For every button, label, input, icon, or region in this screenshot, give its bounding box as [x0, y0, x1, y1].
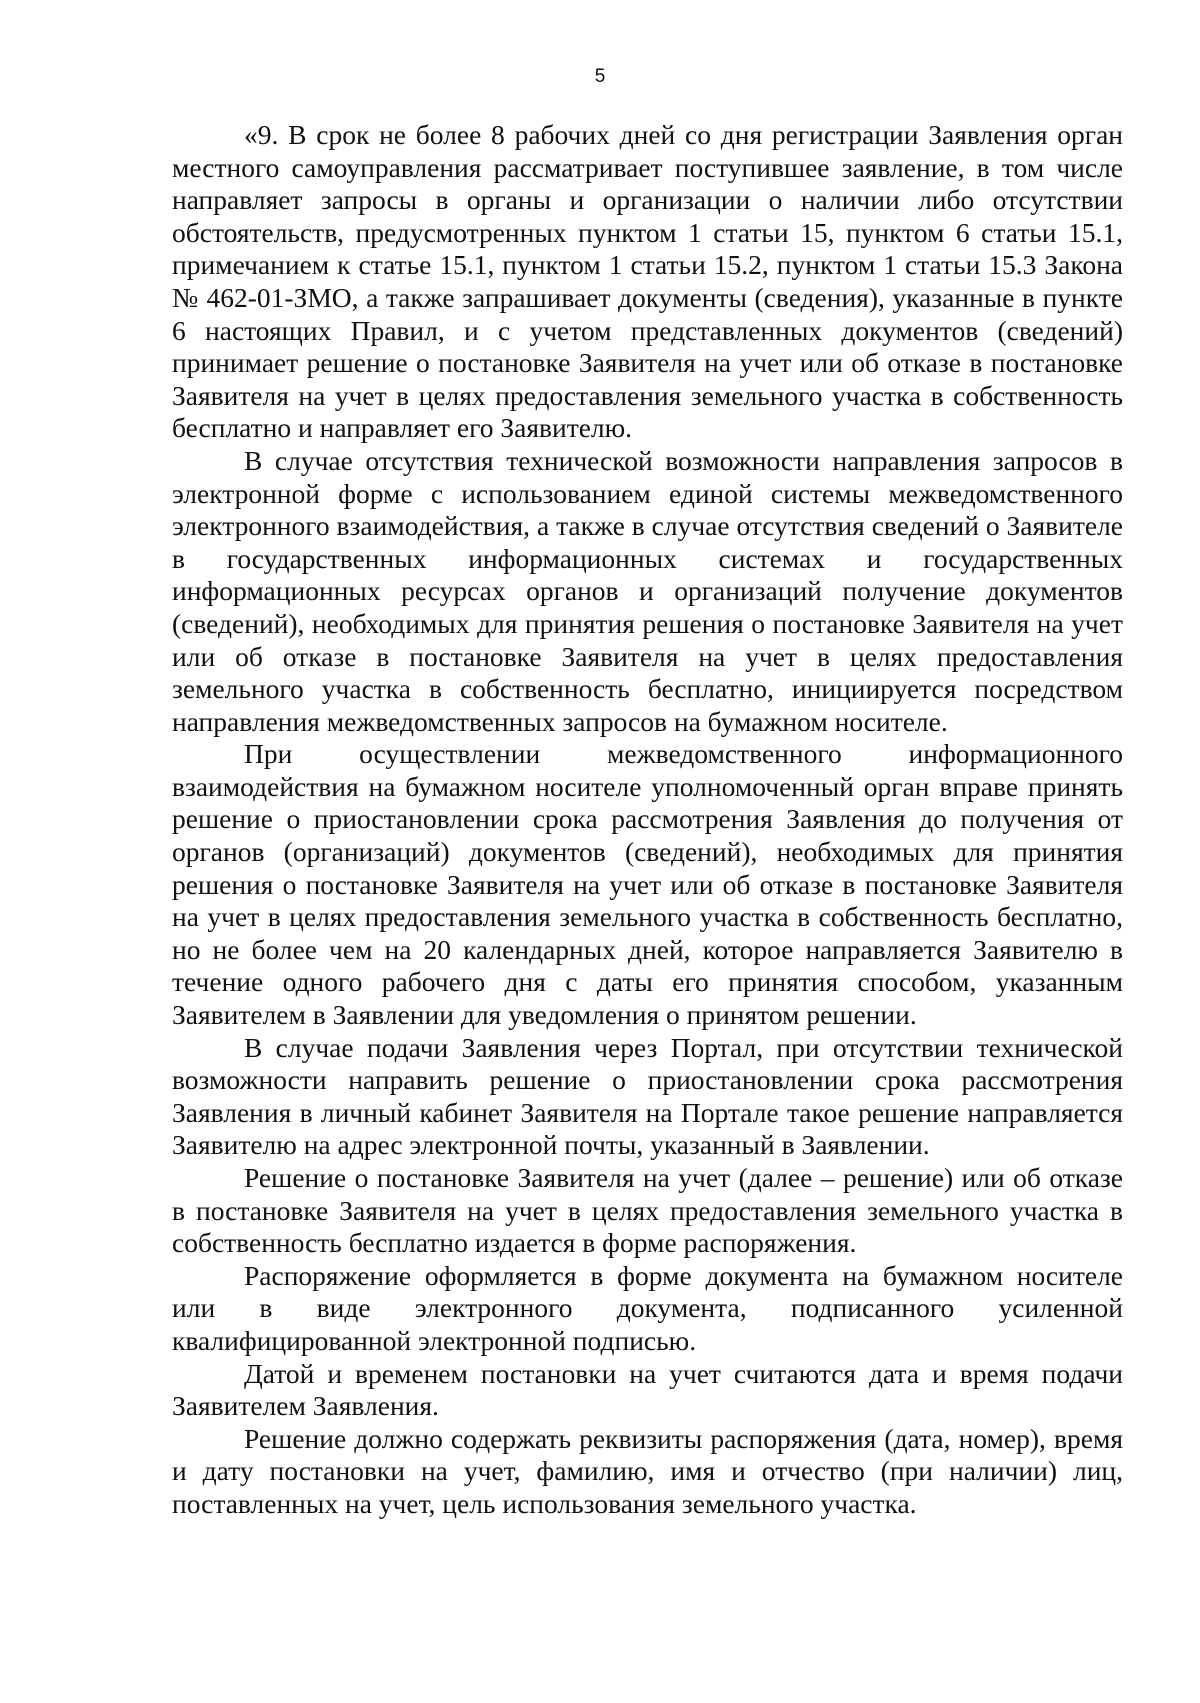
- paragraph-decision-form: Решение о постановке Заявителя на учет (далее – решение) или об отказе в постановке Заявителя на учет в целях предоставления земельного участка в собственность бесплатно издается в форме распоряжения.: [172, 1162, 1123, 1259]
- document-body: [172, 119, 1123, 1521]
- paragraph-decision-contents: Решение должно содержать реквизиты распоряжения (дата, номер), время и дату постановки на учет, фамилию, имя и отчество (при наличии) лиц, поставленных на учет, цель использования земельного участка.: [172, 1422, 1123, 1519]
- paragraph-portal-submission: В случае подачи Заявления через Портал, при отсутствии технической возможности направить решение о приостановлении срока рассмотрения Заявления в личный кабинет Заявителя на Портале такое решение направляется Заявителю на адрес электронной почты, указанный в Заявлении.: [172, 1031, 1123, 1161]
- paragraph-item-9: «9. В срок не более 8 рабочих дней со дня регистрации Заявления орган местного самоуправления рассматривает поступившее заявление, в том числе направляет запросы в органы и организации о наличии либо отсутствии обстоятельств, предусмотренных пунктом 1 статьи 15, пунктом 6 статьи 15.1, примечанием к статье 15.1, пунктом 1 статьи 15.2, пунктом 1 статьи 15.3 Закона № 462-01-ЗМО, а также запрашивает документы (сведения), указанные в пункте 6 настоящих Правил, и с учетом представленных документов (сведений) принимает решение о постановке Заявителя на учет или об отказе в постановке Заявителя на учет в целях предоставления земельного участка в собственность бесплатно и направляет его Заявителю.: [172, 119, 1123, 444]
- paragraph-paper-interaction: При осуществлении межведомственного информационного взаимодействия на бумажном носителе уполномоченный орган вправе принять решение о приостановлении срока рассмотрения Заявления до получения от органов (организаций) документов (сведений), необходимых для принятия решения о постановке Заявителя на учет или об отказе в постановке Заявителя на учет в целях предоставления земельного участка в собственность бесплатно, но не более чем на 20 календарных дней, которое направляется Заявителю в течение одного рабочего дня с даты его принятия способом, указанным Заявителем в Заявлении для уведомления о принятом решении.: [172, 738, 1123, 1031]
- paragraph-order-format: Распоряжение оформляется в форме документа на бумажном носителе или в виде электронного документа, подписанного усиленной квалифицированной электронной подписью.: [172, 1259, 1123, 1356]
- paragraph-registration-datetime: Датой и временем постановки на учет считаются дата и время подачи Заявителем Заявления.: [172, 1357, 1123, 1422]
- page-number: 5: [594, 66, 606, 87]
- paragraph-no-technical-possibility: В случае отсутствия технической возможности направления запросов в электронной форме с использованием единой системы межведомственного электронного взаимодействия, а также в случае отсутствия сведений о Заявителе в государственных информационных системах и государственных информационных ресурсах органов и организаций получение документов (сведений), необходимых для принятия решения о постановке Заявителя на учет или об отказе в постановке Заявителя на учет в целях предоставления земельного участка в собственность бесплатно, инициируется посредством направления межведомственных запросов на бумажном носителе.: [172, 444, 1123, 737]
